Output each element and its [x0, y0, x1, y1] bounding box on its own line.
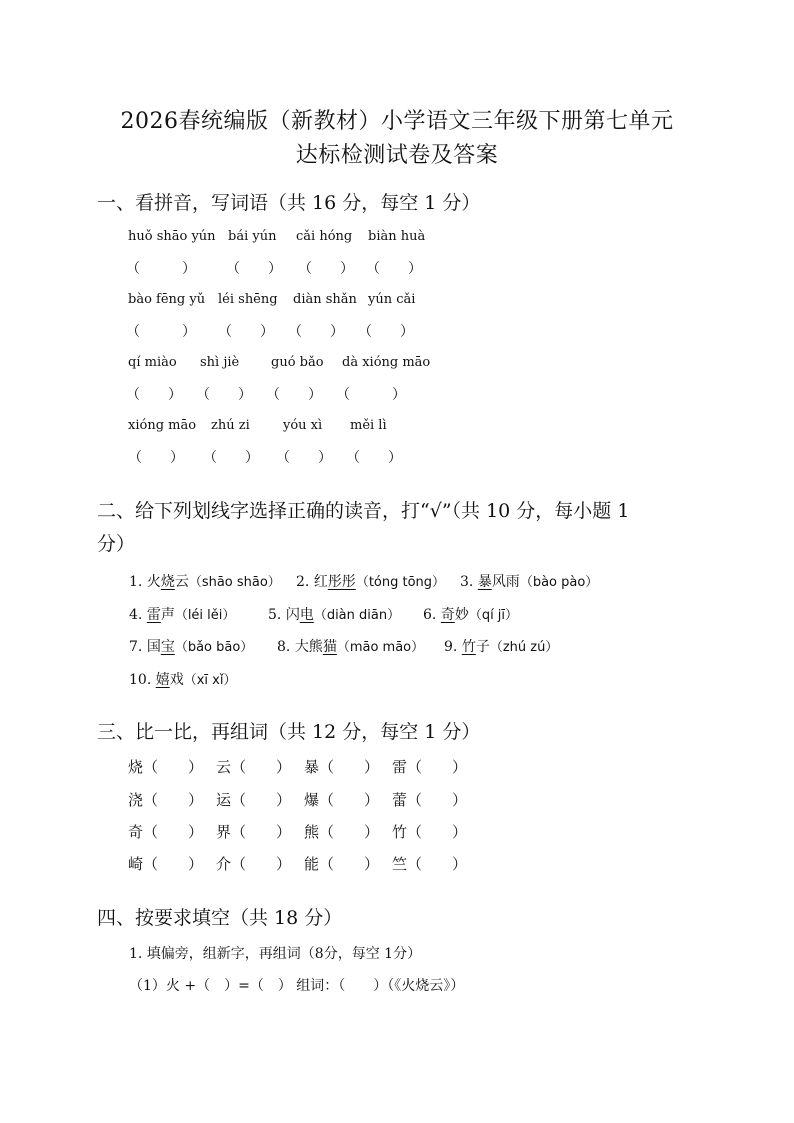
item-text: 妙 [454, 607, 469, 623]
section4-subheading: 1. 填偏旁，组新字，再组词（8分，每空 1分） [129, 946, 422, 962]
answer-blank[interactable]: （ ） [366, 261, 422, 277]
item-number: 3. [460, 574, 474, 590]
item-number: 5. [268, 607, 282, 623]
section4-heading: 四、按要求填空（共 18 分） [97, 907, 343, 929]
pinyin-text: diàn shǎn [293, 292, 357, 307]
pinyin-options[interactable]: （xī xǐ） [183, 673, 237, 688]
pinyin-text: yún cǎi [368, 292, 416, 307]
pinyin-text: qí miào [128, 355, 177, 370]
pronunciation-item [129, 604, 235, 624]
item-number: 4. [129, 607, 143, 623]
underlined-char: 猫 [322, 639, 337, 655]
pronunciation-item [296, 571, 445, 591]
word-blank[interactable]: 能（ ） [304, 855, 380, 873]
pronunciation-item [460, 571, 598, 591]
answer-blank[interactable]: （ ） [298, 261, 354, 277]
word-blank[interactable]: 介（ ） [216, 855, 292, 873]
answer-blank[interactable]: （ ） [226, 261, 282, 277]
answer-blank[interactable]: （ ） [288, 324, 344, 340]
underlined-char: 彤彤 [327, 574, 356, 590]
answer-blank[interactable]: （ ） [218, 324, 274, 340]
page-subtitle: 达标检测试卷及答案 [295, 143, 499, 168]
underlined-char: 奇 [440, 607, 455, 623]
word-blank[interactable]: 熊（ ） [304, 823, 380, 841]
word-blank[interactable]: 蕾（ ） [392, 791, 468, 809]
word-blank[interactable]: 竹（ ） [392, 823, 468, 841]
item-text: 火 [146, 574, 161, 590]
pinyin-text: měi lì [350, 418, 387, 433]
item-number: 9. [444, 639, 458, 655]
section3-heading: 三、比一比，再组词（共 12 分，每空 1 分） [97, 721, 481, 743]
pinyin-text: yóu xì [283, 418, 323, 433]
pronunciation-item [423, 604, 518, 624]
underlined-char: 嬉 [155, 672, 170, 688]
item-text: 戏 [169, 672, 184, 688]
word-blank[interactable]: 运（ ） [216, 791, 292, 809]
pinyin-text: guó bǎo [271, 355, 324, 370]
item-number: 1. [129, 574, 143, 590]
pronunciation-item [268, 604, 400, 624]
answer-blank[interactable]: （ ） [196, 387, 252, 403]
word-blank[interactable]: 爆（ ） [304, 791, 380, 809]
item-text: 子 [475, 639, 490, 655]
pinyin-text: léi shēng [218, 292, 278, 307]
pinyin-text: xióng māo [128, 418, 197, 433]
word-blank[interactable]: 云（ ） [216, 758, 292, 776]
pinyin-options[interactable]: （shāo shāo） [188, 575, 281, 590]
pronunciation-item [129, 636, 253, 656]
pinyin-options[interactable]: （māo māo） [336, 640, 425, 655]
pinyin-text: biàn huà [368, 229, 426, 244]
pronunciation-item [129, 571, 281, 591]
item-number: 2. [296, 574, 310, 590]
item-text: 云 [174, 574, 189, 590]
answer-blank[interactable]: （ ） [126, 324, 196, 340]
pinyin-options[interactable]: （diàn diān） [313, 608, 401, 623]
item-number: 7. [129, 639, 143, 655]
pinyin-options[interactable]: （bào pào） [519, 575, 599, 590]
word-blank[interactable]: 竺（ ） [392, 855, 468, 873]
answer-blank[interactable]: （ ） [266, 387, 322, 403]
pinyin-options[interactable]: （qí jī） [468, 608, 519, 623]
item-text: 声 [160, 607, 175, 623]
answer-blank[interactable]: （ ） [346, 450, 402, 466]
pinyin-text: bái yún [228, 229, 277, 244]
underlined-char: 雷 [146, 607, 161, 623]
pinyin-options[interactable]: （bǎo bāo） [174, 640, 254, 655]
word-blank[interactable]: 烧（ ） [128, 758, 204, 776]
answer-blank[interactable]: （ ） [126, 261, 196, 277]
pinyin-text: dà xióng māo [342, 355, 431, 370]
pronunciation-item [277, 636, 424, 656]
section4-question-1[interactable]: （1）火 +（ ）=（ ） 组词：（ ）（《火烧云》） [129, 978, 465, 994]
section1-heading: 一、看拼音，写词语（共 16 分，每空 1 分） [97, 192, 481, 214]
word-blank[interactable]: 雷（ ） [392, 758, 468, 776]
underlined-char: 暴 [477, 574, 492, 590]
pronunciation-item [444, 636, 558, 656]
answer-blank[interactable]: （ ） [203, 450, 259, 466]
word-blank[interactable]: 崎（ ） [128, 855, 204, 873]
underlined-char: 竹 [461, 639, 476, 655]
answer-blank[interactable]: （ ） [128, 450, 184, 466]
page-title: 2026春统编版（新教材）小学语文三年级下册第七单元 [120, 109, 674, 134]
underlined-char: 烧 [160, 574, 175, 590]
answer-blank[interactable]: （ ） [126, 387, 182, 403]
section2-heading: 二、给下列划线字选择正确的读音，打“√”（共 10 分，每小题 1 [97, 500, 630, 522]
word-blank[interactable]: 界（ ） [216, 823, 292, 841]
pinyin-options[interactable]: （léi lěi） [174, 608, 236, 623]
pronunciation-item [129, 669, 236, 689]
item-text: 国 [146, 639, 161, 655]
word-blank[interactable]: 暴（ ） [304, 758, 380, 776]
underlined-char: 宝 [160, 639, 175, 655]
pinyin-text: huǒ shāo yún [128, 229, 216, 244]
item-number: 6. [423, 607, 437, 623]
pinyin-text: bào fēng yǔ [128, 292, 206, 307]
answer-blank[interactable]: （ ） [276, 450, 332, 466]
item-text: 闪 [285, 607, 300, 623]
pinyin-text: zhú zi [211, 418, 250, 433]
item-text: 风雨 [491, 574, 520, 590]
answer-blank[interactable]: （ ） [336, 387, 406, 403]
item-number: 10. [129, 672, 152, 688]
answer-blank[interactable]: （ ） [358, 324, 414, 340]
item-text: 红 [313, 574, 328, 590]
word-blank[interactable]: 浇（ ） [128, 791, 204, 809]
pinyin-options[interactable]: （tóng tōng） [355, 575, 446, 590]
word-blank[interactable]: 奇（ ） [128, 823, 204, 841]
section2-heading-cont: 分） [97, 533, 136, 555]
item-number: 8. [277, 639, 291, 655]
item-text: 大熊 [294, 639, 323, 655]
pinyin-options[interactable]: （zhú zú） [489, 640, 559, 655]
underlined-char: 电 [299, 607, 314, 623]
pinyin-text: cǎi hóng [296, 229, 353, 244]
pinyin-text: shì jiè [200, 355, 240, 370]
